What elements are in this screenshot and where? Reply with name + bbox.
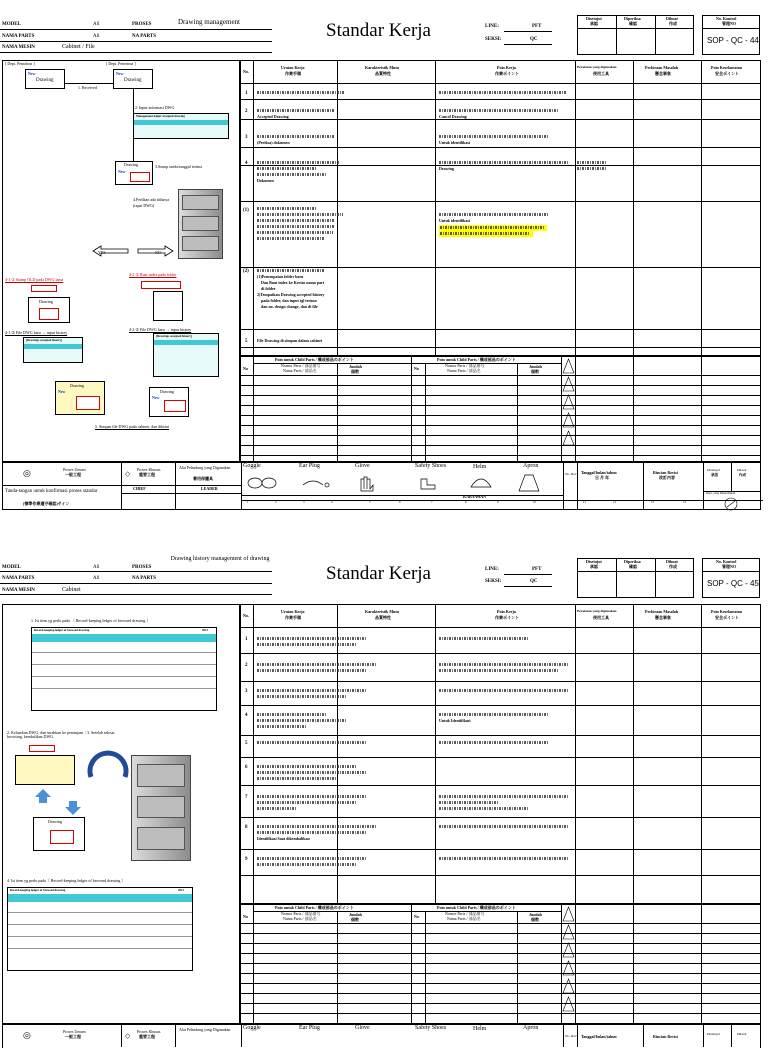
no-kontrol-value: SOP - QC - 45 [707,579,759,588]
ledger-title: Record-keeping ledger of browsed drawing [10,888,66,892]
nomor-parts: Nomor Parts / 部品番号 [281,911,321,916]
no-label: NO [155,250,161,255]
jumlah: Jumlah [349,364,362,369]
circle-symbol: ◎ [23,1030,31,1040]
new-tag: New [118,169,126,174]
col-urutan-jp: 作業手順 [285,615,301,620]
drawing-stack [55,381,105,415]
col-poin-k: Poin Keselamatan [711,609,742,614]
row-text: Dokumen [257,178,274,183]
ledger-year: 2013 [178,888,184,892]
control-number-box [702,558,760,598]
new-tag: New [116,71,124,76]
no-label: No [414,366,419,371]
drawing-stack [15,755,75,785]
step5-label: 5. Simpan file DWG pada cabinet, dan diketui [95,424,170,429]
col-karakteristik-jp: 品質特性 [375,71,391,76]
disetujui-label: Disetujui [586,559,602,564]
row-no: 7 [245,795,248,800]
row-no: 2 [245,663,248,668]
sign-col-num: 1 [247,500,249,504]
folder-doc [153,291,183,321]
disetujui-jp: 承認 [590,21,598,26]
safety-shoes-icon [421,479,435,489]
helm-label: Helm [473,1026,487,1032]
child-parts-table [240,356,761,462]
no-kontrol-label: No. Kontrol [716,559,737,564]
work-table [240,604,761,904]
sign-col-num: 14 [683,500,686,504]
sign-col-num: 3 [303,500,305,504]
footer-disetujui-jp: 承認 [711,473,718,477]
nama-parts: Nama Parts / 部品名 [283,916,317,921]
alat-pelindung-jp: 着用保護具 [193,476,213,481]
helm-label: Helm [473,464,487,470]
no-label: No [243,366,248,371]
nama-parts-jp: NA PARTS [132,34,157,39]
line-value: PFT [532,24,542,29]
dibuat-label: Dibuat [666,559,678,564]
flow-illustration [2,60,240,462]
nama-mesin-value: Cabinet [62,587,81,593]
apron-label: Apron [523,463,539,469]
step41b-label: 4-1 ② File DWG baru → input history [5,330,68,335]
sheet-footer [2,1024,761,1048]
goggle-label: Goggle [243,463,261,469]
jumlah-jp: 個数 [531,369,539,374]
row-no: 4 [245,161,248,166]
jumlah-jp: 個数 [531,917,539,922]
approval-box [577,15,694,55]
drawing-doc-1 [25,69,65,89]
drawing-label: Drawing [36,78,54,83]
new-tag: New [28,71,36,76]
dept-note: Dept. yang Menerbitkan [706,491,736,495]
footer-disetujui: Disetujui [707,1032,720,1036]
row-text: Untuk identifikasi [439,218,471,223]
row-text: 2)Tempatkan Drawing accepted history [257,292,325,297]
nama-parts-label: NAMA PARTS [2,34,35,39]
return-arrow-icon [83,751,133,781]
row-no: 2 [245,109,248,114]
helm-icon [471,479,491,487]
row-text: Drawing [439,166,454,171]
row-text: di folder [261,286,276,291]
step42-label: 4-2 ① Buat index pada folder [129,272,177,277]
proses-value: Drawing management [178,18,241,26]
rincian-label: Rincian Revisi [653,470,678,475]
row-no: 3 [245,689,248,694]
seksi-label: SEKSI: [485,579,502,584]
col-no: No. [243,69,249,74]
diperiksa-label: Diperiksa [624,559,641,564]
row-text: Untuk identifikasi [439,140,471,145]
model-value: All [93,565,100,570]
step4-label: 4. Isi item yg perlu pada（ Record-keeping ledger of browsed drawing ） [7,878,126,883]
sop-sheet-44 [0,0,768,512]
row-text: dan no. design change, dan di file [261,304,318,309]
drawing-label: Drawing [124,162,138,167]
col-poin: Poin Kerja [497,65,516,70]
history-title: [Drawings accepted history] [26,338,62,342]
sign-col-num: 2 [275,500,277,504]
exchange-arrows [33,787,93,817]
goggle-icon [248,478,262,488]
col-peralatan-jp: 使用工具 [593,615,609,620]
nama-parts: Nama Parts / 部品名 [447,368,481,373]
col-karakteristik-jp: 品質特性 [375,615,391,620]
step42b-label: 4-2 ② File DWG baru → input history [129,327,192,332]
drawing-label: Drawing [39,299,53,304]
no-rev-label: No. Rev [565,1034,577,1038]
line-label: LINE: [485,24,499,29]
row-no: 5 [245,339,248,344]
dept-stamp [718,497,744,511]
drawing-label: Drawing [124,78,142,83]
dibuat-jp: 作成 [669,564,677,569]
sign-col-num: 5 [369,500,371,504]
browsed-ledger-2 [7,887,193,971]
step2-label: 2. Input informasi DWG [135,105,175,110]
footer-dibuat-jp: 作成 [739,473,746,477]
col-perkiraan-jp: 懸念事象 [655,615,671,620]
apron-label: Apron [523,1025,539,1031]
diperiksa-jp: 確認 [629,21,637,26]
triangle-column [562,905,575,1023]
model-label: MODEL [2,565,21,570]
nomor-parts: Nomor Parts / 部品番号 [281,363,321,368]
yes-label: YES [98,250,106,255]
no-kontrol-jp: 管理NO [722,21,736,26]
row-no: 1 [245,91,248,96]
row-text: pada folder, dan input tgl terima [261,298,317,303]
new-tag: New [58,389,66,394]
seksi-value: QC [530,37,538,42]
ledger-year: 2013 [202,628,208,632]
row-text: Untuk Identifikasi [439,718,471,723]
goggle-label: Goggle [243,1025,261,1031]
step2-label: 2. Keluarkan DWG, dan serahkan ke peminjam. / 3. Setelah selesai browsing, kembalikan DWG. [7,730,115,739]
diamond-symbol: ◇ [125,470,131,478]
page-title: Standar Kerja [326,563,431,584]
diperiksa-jp: 確認 [629,564,637,569]
footer-disetujui: Disetujui [707,468,720,472]
sign-col-num: 9 [497,500,499,504]
proses-value: Drawing history management of drawing [170,556,270,562]
cabinet-image [131,755,191,861]
col-poin: Poin Kerja [497,609,516,614]
circle-symbol: ◎ [23,468,31,478]
col-urutan: Urutan Kerja [281,65,305,70]
alat-pelindung: Alat Pelindung yang Digunakan [179,1027,231,1032]
drawing-doc-3 [115,161,153,185]
sign-col-num: 6 [399,500,401,504]
no-rev-label: No. Rev [565,472,577,476]
diperiksa-label: Diperiksa [624,16,641,21]
line-label: LINE: [485,567,499,572]
sign-col-num: 11 [583,500,586,504]
col-perkiraan-jp: 懸念事象 [655,71,671,76]
rincian-jp: 改訂内容 [659,475,675,480]
proses-khusus: Proses Khusus [137,467,161,472]
sign-col-num: 7 [431,500,433,504]
col-urutan-jp: 作業手順 [285,71,301,76]
drawing-label: Drawing [160,389,174,394]
seksi-value: QC [530,579,538,584]
row-no: 6 [245,765,248,770]
karyawan-label: KARYAWAN [463,494,487,499]
glove-label: Glove [355,463,370,469]
footer-dibuat: Dibuat [737,468,747,472]
control-number-box [702,15,760,55]
col-poin-jp: 作業ポイント [495,71,519,76]
history-ledger-1 [23,337,83,363]
sign-col-num: 10 [533,500,536,504]
step1-label: 1. Isi item yg perlu pada （ Record-keeping ledger of browsed drawing ） [31,618,151,623]
col-urutan: Urutan Kerja [281,609,305,614]
col-peralatan: Peralatan yang digunakan [577,609,617,613]
page-title: Standar Kerja [326,20,431,41]
no-kontrol-label: No. Kontrol [716,16,737,21]
rincian-label: Rincian Revisi [653,1034,678,1039]
dibuat-label: Dibuat [666,16,678,21]
proses-umum: Proses Umum [63,1029,86,1034]
nama-parts: Nama Parts / 部品名 [283,368,317,373]
safety-shoes-label: Safety Shoes [415,463,447,469]
drawing-doc-browse [33,817,85,851]
nomor-parts: Nomor Parts / 部品番号 [445,911,485,916]
proses-label: PROSES [132,565,152,570]
col-poin-k-jp: 安全ポイント [715,615,739,620]
tanggal-label: Tanggal/bulan/tahun [581,1034,617,1039]
proses-umum: Proses Umum [63,467,86,472]
alat-pelindung: Alat Pelindung yang Digunakan [179,465,231,470]
tanggal-jp: 日 月 年 [595,475,609,480]
model-value: All [93,22,100,27]
new-tag: New [152,395,160,400]
received-label: 1. Received [78,85,97,90]
child-title: Poin untuk Child Parts / 構成部品のポイント [275,905,354,910]
leader-label: LEADER [201,486,218,491]
no-kontrol-jp: 管理NO [722,564,736,569]
step3-label: 3.Stamp tanda/tanggal terima [155,164,202,169]
sign-col-num: 12 [613,500,616,504]
glove-icon [361,477,373,491]
child-parts-table [240,904,761,1024]
cabinet-image [178,189,223,259]
row-text: Identifikasi Saat dikembalikan [257,836,310,841]
ledger-title: Record-keeping ledger of browsed drawing [34,628,90,632]
nama-parts-jp: NA PARTS [132,576,157,581]
ledger-title: Management ledger accepted drawing [136,114,185,118]
model-label: MODEL [2,22,21,27]
no-kontrol-value: SOP - QC - 44 [707,36,759,45]
row-text: Accepted Drawing [257,114,289,119]
nama-parts: Nama Parts / 部品名 [447,916,481,921]
tanggal-label: Tanggal/bulan/tahun [581,470,617,475]
nama-parts-label: NAMA PARTS [2,576,35,581]
jumlah-jp: 個数 [351,369,359,374]
glove-label: Glove [355,1025,370,1031]
ledger-accepted [133,113,229,139]
sign-col-num: 4 [331,500,333,504]
row-text: (Periksa) dokumen [257,140,290,145]
jumlah-jp: 個数 [351,917,359,922]
dept-penerima: [ Dept. Penerima ] [106,61,136,66]
proses-umum-jp: 一般工程 [65,472,81,477]
footer-dibuat: Dibuat [737,1032,747,1036]
col-poin-k-jp: 安全ポイント [715,71,739,76]
sop-sheet-45 [0,532,768,1044]
tanda-tangan-jp: (標準作業遵守確認)サイン [23,501,70,506]
nama-mesin-label: NAMA MESIN [2,588,35,593]
col-peralatan: Peralatan yang digunakan [577,65,617,69]
step4b-label: (rapat DWG) [133,203,155,208]
drawing-doc-2 [113,69,153,89]
sign-col-num: 13 [651,500,654,504]
row-no: (2) [243,269,249,274]
col-peralatan-jp: 使用工具 [593,71,609,76]
ear-plug-label: Ear Plug [299,1025,320,1031]
proses-umum-jp: 一般工程 [65,1034,81,1039]
col-poin-k: Poin Keselamatan [711,65,742,70]
disetujui-jp: 承認 [590,564,598,569]
col-karakteristik: Karakteristik Mutu [365,609,399,614]
drawing-doc-new [149,387,189,417]
jumlah: Jumlah [349,912,362,917]
row-no: 9 [245,857,248,862]
drawing-label: Drawing [70,383,84,388]
child-title: Poin untuk Child Parts / 構成部品のポイント [437,357,516,362]
row-no: 8 [245,825,248,830]
row-text: Cancel Drawing [439,114,467,119]
dibuat-jp: 作成 [669,21,677,26]
proses-khusus-jp: 重要工程 [139,1034,155,1039]
row-text: Dan Buat index ke Kertas nama part [261,280,325,285]
row-text: File Drawing di simpan dalam cabinet [257,338,323,343]
safety-shoes-label: Safety Shoes [415,1025,447,1031]
proses-khusus: Proses Khusus [137,1029,161,1034]
drawing-doc-old [28,297,70,323]
no-label: No [243,914,248,919]
work-table [240,60,761,356]
ear-plug-icon [303,481,323,485]
disetujui-label: Disetujui [586,16,602,21]
ppe-icons [243,471,563,495]
jumlah: Jumlah [529,364,542,369]
row-no: (1) [243,208,249,213]
nama-mesin-label: NAMA MESIN [2,45,35,50]
history-title: [Drawings accepted history] [156,334,192,338]
child-title: Poin untuk Child Parts / 構成部品のポイント [437,905,516,910]
step4-label: 4.Perlikan ada titiknya [133,197,170,202]
nama-parts-value: All [93,34,100,39]
dept-pemohon: [ Dept. Pemohon ] [5,61,35,66]
tanda-tangan: Tanda-tangan untuk konfirmasi proses standar [5,489,98,494]
col-poin-jp: 作業ポイント [495,615,519,620]
proses-label: PROSES [132,22,152,27]
line-value: PFT [532,567,542,572]
sheet-footer [2,462,761,510]
ear-plug-label: Ear Plug [299,463,320,469]
browsed-ledger-1 [31,627,217,711]
nomor-parts: Nomor Parts / 部品番号 [445,363,485,368]
flow-illustration [2,604,240,1024]
triangle-column [562,357,575,461]
col-no: No. [243,613,249,618]
sign-col-num: 8 [465,500,467,504]
no-label: No [414,914,419,919]
drawing-label: Drawing [48,819,62,824]
row-no: 1 [245,637,248,642]
col-perkiraan: Perkiraan Masalah [645,609,678,614]
proses-khusus-jp: 重要工程 [139,472,155,477]
row-no: 4 [245,713,248,718]
col-perkiraan: Perkiraan Masalah [645,65,678,70]
nama-parts-value: All [93,576,100,581]
row-no: 5 [245,741,248,746]
col-karakteristik: Karakteristik Mutu [365,65,399,70]
row-text: (1)Penempatan folder baru [257,274,304,279]
row-no: 3 [245,135,248,140]
history-ledger-2 [153,333,219,377]
chief-label: CHIEF [133,486,146,491]
approval-box [577,558,694,598]
seksi-label: SEKSI: [485,37,502,42]
jumlah: Jumlah [529,912,542,917]
nama-mesin-value: Cabinet / File [62,44,95,50]
child-title: Poin untuk Child Parts / 構成部品のポイント [275,357,354,362]
diamond-symbol: ◇ [125,1032,131,1040]
apron-icon [519,475,539,491]
step41-label: 4-1 ① Stamp OLD pada DWG lama [5,277,64,282]
